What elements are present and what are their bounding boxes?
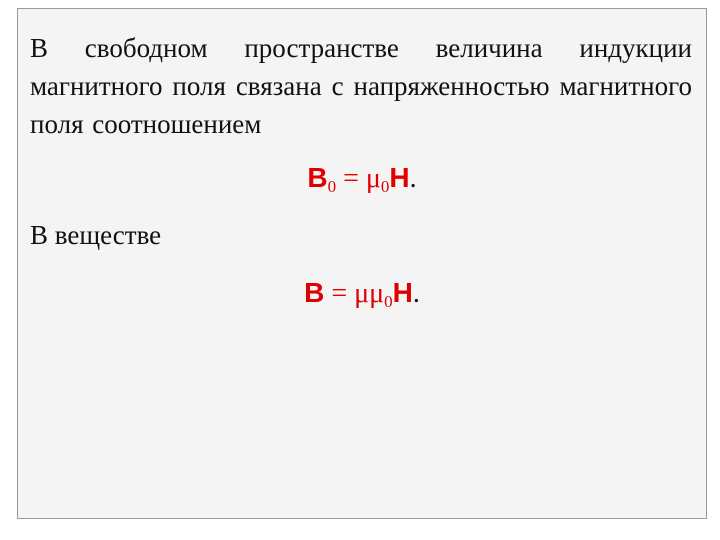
formula-2-equals: =: [324, 278, 355, 309]
formula-1-period: .: [409, 163, 417, 194]
formula-free-space: [18, 162, 706, 197]
formula-1-mu: μ: [365, 163, 381, 194]
formula-2-mu: μμ: [354, 278, 385, 309]
slide-frame: [17, 8, 707, 519]
formula-1-rhs: H: [389, 162, 410, 193]
formula-2-lhs: B: [304, 277, 325, 308]
matter-label: В веществе: [30, 220, 162, 250]
formula-2-rhs: H: [392, 277, 413, 308]
formula-1-mu-subscript: 0: [380, 177, 390, 196]
intro-paragraph: В свободном пространстве величина индукции магнитного поля связана с напряженностью магнитного поля соотношением: [30, 33, 692, 139]
formula-2-period: .: [412, 278, 420, 309]
formula-1-equals: =: [336, 163, 366, 194]
formula-matter: [18, 277, 706, 312]
formula-1-lhs-subscript: 0: [327, 177, 337, 196]
formula-2-mu-subscript: 0: [384, 292, 393, 311]
formula-1-lhs: B: [307, 162, 328, 193]
